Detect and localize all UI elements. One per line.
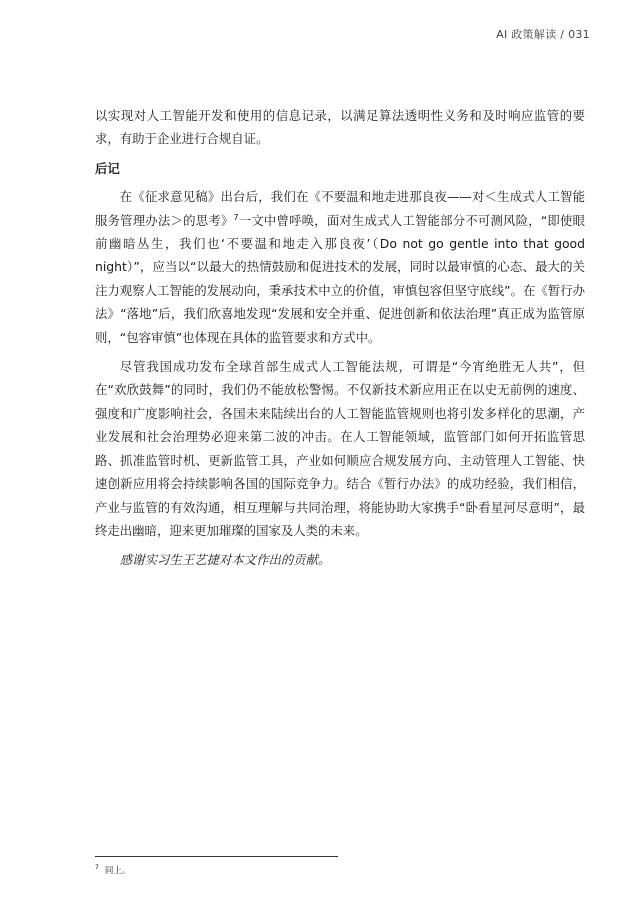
footnote-text: 同上。 — [104, 866, 131, 876]
footnote — [95, 864, 130, 876]
acknowledgement: 感谢实习生王艺捷对本文作出的贡献。 — [119, 552, 331, 568]
footnote-divider — [95, 856, 338, 857]
paragraph-2: 尽管我国成功发布全球首部生成式人工智能法规，可谓是“今宵绝胜无人共”，但在“欢欣鼓舞”的同时，我们仍不能放松警惕。不仅新技术新应用正在以史无前例的速度、强度和广度影响社会，各国未来陆续出台的人工智能监管规则也将引发多样化的思潮，产业发展和社会治理势必迎来第二波的冲击。在人工智能领域，监管部门如何开拓监管思路、抓准监管时机、更新监管工具，产业如何顺应合规发展方向、主动管理人工智能、快速创新应用将会持续影响各国的国际竞争力。结合《暂行办法》的成功经验，我们相信，产业与监管的有效沟通，相互理解与共同治理，将能协助大家携手“卧看星河尽意明”，最终走出幽暗，迎来更加璀璨的国家及人类的未来。 — [95, 359, 585, 538]
footnote-reference[interactable]: 7 — [233, 212, 239, 222]
section-heading: 后记 — [95, 160, 120, 176]
paragraph-1-part-2: 一文中曾呼唤，面对生成式人工智能部分不可测风险，“即使眼前幽暗丛生，我们也‘不要温和地走入那良夜’（Do not go gentle into that good night）”，应当以“以最大的热情鼓励和促进技术的发展，同时以最审慎的心态、最大的关注力观察人工智能的发展动向，秉承技术中立的价值，审慎包容但坚守底线”。在《暂行办法》“落地”后，我们欣喜地发现“发展和安全并重、促进创新和依法治理”真正成为监管原则，“包容审慎”也体现在具体的监管要求和方式中。 — [95, 212, 585, 345]
intro-paragraph: 以实现对人工智能开发和使用的信息记录，以满足算法透明性义务和及时响应监管的要求，有助于企业进行合规自证。 — [95, 108, 585, 147]
running-header: AI 政策解读 / 031 — [496, 28, 590, 41]
article-body — [95, 104, 585, 578]
paragraph-1 — [95, 185, 585, 349]
footnote-number: 7 — [95, 864, 99, 872]
paragraph-1-part-1: 在《征求意见稿》出台后，我们在《不要温和地走进那良夜——对＜生成式人工智能服务管理办法＞的思考》 — [95, 189, 585, 228]
